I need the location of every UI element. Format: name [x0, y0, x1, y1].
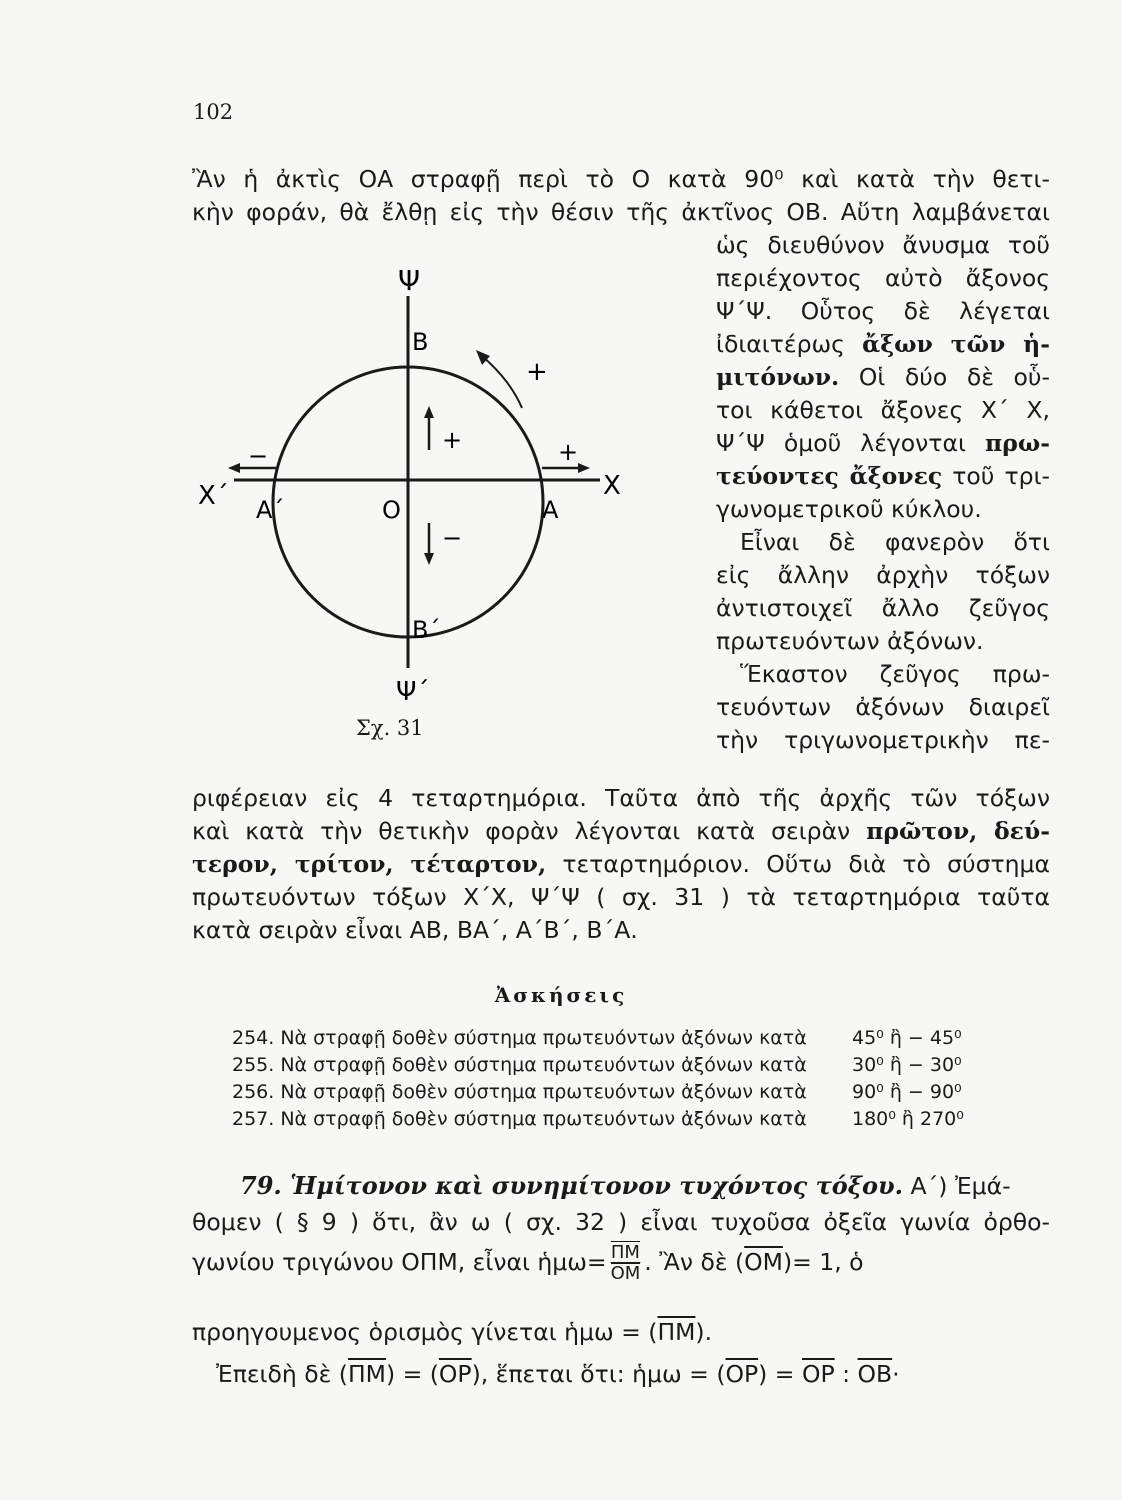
text-span: . Ἂν δὲ ( [644, 1248, 745, 1276]
exercise-text: 256. Νὰ στραφῇ δοθὲν σύστημα πρωτευόντων ἀξόνων κατὰ [232, 1081, 807, 1103]
column-line-2: περιέχοντος αὐτὸ ἄξονος [716, 264, 1050, 292]
column-line-6: τοι κάθετοι ἄξονες Χ΄ Χ, [716, 396, 1050, 424]
fraction-pm-om [611, 1243, 641, 1284]
exercise-257 [232, 1107, 964, 1131]
text-span: ). [695, 1318, 713, 1346]
term-ordinals-1: πρῶτον, δεύ- [866, 817, 1050, 845]
text-span: ) = ( [385, 1360, 439, 1388]
column-text: ἰδιαιτέρως [716, 330, 863, 358]
label-a-prime: Α΄ [256, 496, 285, 524]
intro-line-2: κὴν φοράν, θὰ ἔλθῃ εἰς τὴν θέσιν τῆς ἀκτῖνος ΟΒ. Αὕτη λαμβάνεται [192, 198, 1050, 226]
term-axis-of-sines-end: μιτόνων. [716, 363, 840, 391]
label-b: Β [412, 328, 429, 356]
label-a: Α [542, 496, 559, 524]
segment-op: $\overline{OP}$ [801, 1360, 835, 1388]
label-plus-arc: + [526, 357, 548, 387]
segment-op: $\overline{OP}$ [438, 1360, 472, 1388]
label-psi-bottom: Ψ΄ [396, 677, 430, 707]
column-line-15: τευόντων ἀξόνων διαιρεῖ [716, 693, 1050, 721]
label-plus-right: + [558, 438, 579, 466]
term-ordinals-2: τερον, τρίτον, τέταρτον, [192, 850, 547, 878]
figure-caption: Σχ. 31 [356, 716, 424, 740]
section-79-heading-line [240, 1169, 1050, 1203]
up-arrowhead [424, 406, 434, 418]
exercise-text: 254. Νὰ στραφῇ δοθὲν σύστημα πρωτευόντων ἀξόνων κατὰ [232, 1027, 807, 1049]
label-x: Χ [603, 471, 621, 501]
term-principal-axes: τεύοντες ἄξονες [716, 462, 943, 490]
text-span: καὶ κατὰ τὴν θετικὴν φορὰν λέγονται κατὰ σειρὰν [192, 817, 867, 845]
label-b-prime: Β΄ [412, 616, 441, 644]
label-o: Ο [382, 496, 401, 524]
section-79-line-5 [216, 1360, 900, 1388]
column-line-12: ἀντιστοιχεῖ ἄλλο ζεῦγος [716, 594, 1050, 622]
heading-tail: Α΄) Ἐμά- [903, 1172, 1011, 1200]
column-line-16: τὴν τριγωνομετρικὴν πε- [716, 726, 1050, 754]
column-line-7 [716, 427, 1050, 460]
column-line-10: Εἶναι δὲ φανερὸν ὅτι [740, 528, 1050, 556]
text-line-r2 [192, 815, 1050, 848]
fraction-denominator: ΟΜ [610, 1263, 641, 1284]
segment-om: $\overline{OM}$ [744, 1248, 783, 1276]
column-line-13: πρωτευόντων ἀξόνων. [716, 627, 984, 655]
figure-31 [190, 268, 630, 718]
exercise-values: 30⁰ ἢ − 30⁰ [852, 1054, 962, 1076]
column-text: Οἱ δύο δὲ οὗ- [839, 363, 1050, 391]
column-line-5 [716, 361, 1050, 394]
text-span: Ἐπειδὴ δὲ ( [216, 1360, 348, 1388]
column-text: Ψ΄Ψ ὁμοῦ λέγονται [716, 429, 986, 457]
exercise-255 [232, 1053, 962, 1077]
column-line-3: Ψ΄Ψ. Οὗτος δὲ λέγεται [716, 297, 1050, 325]
label-psi-top: Ψ [398, 268, 421, 297]
exercise-text: 255. Νὰ στραφῇ δοθὲν σύστημα πρωτευόντων ἀξόνων κατὰ [232, 1054, 807, 1076]
text-span: )= 1, ὁ [782, 1248, 864, 1276]
column-line-14: Ἕκαστον ζεῦγος πρω- [740, 660, 1050, 688]
exercise-values: 90⁰ ἢ − 90⁰ [852, 1081, 962, 1103]
label-minus-left: − [248, 442, 269, 470]
exercise-values: 45⁰ ἢ − 45⁰ [852, 1027, 962, 1049]
section-79-line-2: θομεν ( § 9 ) ὅτι, ἂν ω ( σχ. 32 ) εἶναι τυχοῦσα ὀξεῖα γωνία ὀρθο- [192, 1208, 1050, 1236]
exercise-256 [232, 1080, 962, 1104]
text-line-r5: κατὰ σειρὰν εἶναι ΑΒ, ΒΑ΄, Α΄Β΄, Β΄Α. [192, 916, 638, 944]
exercise-text: 257. Νὰ στραφῇ δοθὲν σύστημα πρωτευόντων ἀξόνων κατὰ [232, 1108, 807, 1130]
label-x-prime: Χ΄ [198, 481, 229, 511]
text-span: γωνίου τριγώνου ΟΠΜ, εἶναι ἡμω= [192, 1248, 607, 1276]
text-span: προηγουμενος ὁρισμὸς γίνεται ἡμω = ( [192, 1318, 658, 1346]
segment-ob: $\overline{OB}$ [857, 1360, 893, 1388]
section-79-heading: 79. Ἡμίτονον καὶ συνημίτονον τυχόντος τόξου. [240, 1171, 904, 1200]
segment-pm: $\overline{\Pi M}$ [657, 1318, 696, 1346]
text-line-r3 [192, 848, 1050, 881]
column-line-4 [716, 328, 1050, 361]
term-principal: πρω- [985, 429, 1050, 457]
section-79-line-3 [192, 1240, 864, 1284]
column-line-1: ὡς διευθύνον ἄνυσμα τοῦ [716, 231, 1050, 259]
exercise-254 [232, 1026, 962, 1050]
text-line-r4: πρωτευόντων τόξων Χ΄Χ, Ψ΄Ψ ( σχ. 31 ) τὰ τεταρτημόρια ταῦτα [192, 883, 1050, 911]
right-arrowhead [578, 463, 590, 473]
text-span: · [892, 1360, 900, 1388]
rotation-arc [482, 356, 522, 408]
text-span: ) = [758, 1360, 802, 1388]
left-arrowhead [228, 463, 240, 473]
segment-pm: $\overline{\Pi M}$ [347, 1360, 386, 1388]
column-text: τοῦ τρι- [942, 462, 1050, 490]
label-plus-up: + [442, 426, 463, 454]
exercise-values: 180⁰ ἢ 270⁰ [852, 1108, 964, 1130]
column-line-11: εἰς ἄλλην ἀρχὴν τόξων [716, 561, 1050, 589]
down-arrowhead [424, 553, 434, 565]
fraction-numerator: $\overline{\Pi M}$ [610, 1242, 640, 1263]
segment-op: $\overline{OP}$ [725, 1360, 759, 1388]
text-span: ), ἕπεται ὅτι: ἡμω = ( [471, 1360, 726, 1388]
label-minus-down: − [442, 524, 463, 552]
text-span: : [834, 1360, 858, 1388]
page-number: 102 [193, 100, 234, 124]
intro-line-1: Ἂν ἡ ἀκτὶς ΟΑ στραφῇ περὶ τὸ Ο κατὰ 90⁰ καὶ κατὰ τὴν θετι- [192, 165, 1050, 193]
column-line-8 [716, 460, 1050, 493]
term-axis-of-sines: ἄξων τῶν ἡ- [862, 330, 1050, 358]
exercises-title: Ἀσκήσεις [494, 983, 628, 1007]
column-line-9: γωνομετρικοῦ κύκλου. [716, 495, 982, 523]
text-span: τεταρτημόριον. Οὕτω διὰ τὸ σύστημα [546, 850, 1050, 878]
section-79-line-4 [192, 1318, 712, 1346]
rotation-arrowhead [476, 350, 490, 365]
text-line-r1: ριφέρειαν εἰς 4 τεταρτημόρια. Ταῦτα ἀπὸ τῆς ἀρχῆς τῶν τόξων [192, 784, 1050, 812]
